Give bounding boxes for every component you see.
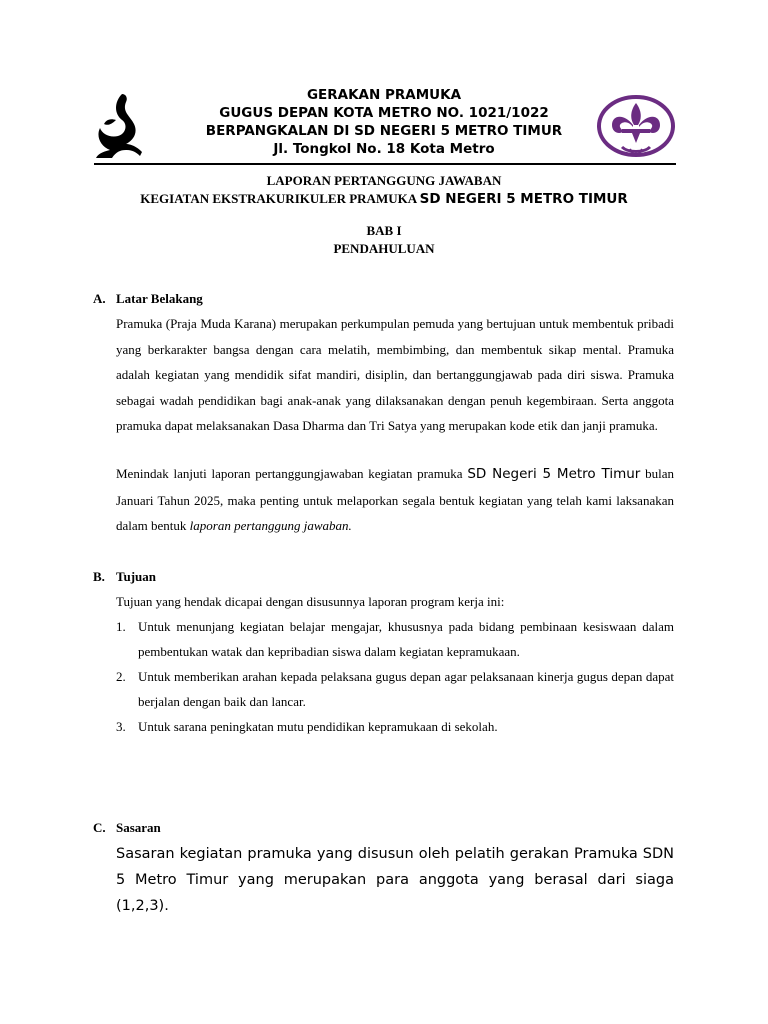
section-b-intro: Tujuan yang hendak dicapai dengan disusunnya laporan program kerja ini:: [116, 594, 505, 609]
section-b-heading: [93, 568, 156, 586]
list-item-number: 1.: [116, 619, 126, 634]
objectives-list: [116, 614, 674, 739]
list-item: [116, 714, 674, 739]
section-a-school-name: SD Negeri 5 Metro Timur: [467, 466, 641, 482]
section-c-heading: [93, 819, 161, 837]
section-a-paragraph-2-italic: laporan pertanggung jawaban.: [189, 518, 352, 533]
report-title-school: SD NEGERI 5 METRO TIMUR: [419, 191, 628, 207]
chapter-name: PENDAHULUAN: [333, 241, 435, 256]
list-item-text: Untuk menunjang kegiatan belajar mengajar, khususnya pada bidang pembinaan kesiswaan dalam pembentukan watak dan kepribadian siswa dalam kegiatan kepramukaan.: [138, 619, 674, 659]
section-a-paragraph-2-start: Menindak lanjuti laporan pertanggungjawaban kegiatan pramuka: [116, 466, 463, 481]
section-b-letter: B.: [93, 569, 105, 584]
section-a-title: Latar Belakang: [116, 291, 203, 306]
section-a-paragraph-2: [116, 461, 674, 539]
list-item: [116, 664, 674, 714]
letterhead-organization: GERAKAN PRAMUKA: [306, 87, 462, 103]
list-item-number: 2.: [116, 669, 126, 684]
chapter-heading: [70, 222, 698, 258]
section-c-title: Sasaran: [116, 820, 161, 835]
section-a-paragraph-1: Pramuka (Praja Muda Karana) merupakan perkumpulan pemuda yang bertujuan untuk membentuk pribadi yang berkarakter bangsa dengan cara melatih, membimbing, dan membentuk sikap mental. Pramuka adalah kegiatan yang mendidik sifat mandiri, disiplin, dan bertanggungjawab pada diri siswa. Pramuka sebagai wadah pendidikan bagi anak-anak yang dilaksanakan dengan penuh kegembiraan. Serta anggota pramuka dapat melaksanakan Dasa Dharma dan Tri Satya yang merupakan kode etik dan janji pramuka.: [116, 316, 674, 433]
chapter-number: BAB I: [366, 223, 402, 238]
world-scout-logo: [596, 93, 676, 163]
list-item-number: 3.: [116, 719, 126, 734]
section-a-letter: A.: [93, 291, 106, 306]
section-c-paragraph: Sasaran kegiatan pramuka yang disusun oleh pelatih gerakan Pramuka SDN 5 Metro Timur yang merupakan para anggota yang berasal dari siaga (1,2,3).: [116, 846, 674, 914]
letterhead-address: Jl. Tongkol No. 18 Kota Metro: [273, 141, 495, 157]
tunas-kelapa-logo: [92, 90, 144, 160]
letterhead-divider: [94, 163, 676, 165]
report-title-activity: KEGIATAN EKSTRAKURIKULER PRAMUKA: [140, 191, 417, 206]
letterhead-base: BERPANGKALAN DI SD NEGERI 5 METRO TIMUR: [205, 123, 563, 139]
letterhead: [140, 86, 628, 158]
report-title-line2: [70, 190, 698, 208]
section-c-letter: C.: [93, 820, 106, 835]
report-title: [70, 172, 698, 208]
list-item-text: Untuk memberikan arahan kepada pelaksana gugus depan agar pelaksanaan kinerja gugus depan dapat berjalan dengan baik dan lancar.: [138, 669, 674, 709]
list-item: [116, 614, 674, 664]
section-a-paragraph-2-mid: bulan Januari Tahun 2025, maka penting untuk melaporkan segala bentuk kegiatan yang telah kami laksanakan dalam bentuk: [116, 466, 675, 533]
section-a-heading: [93, 290, 203, 308]
report-title-line1: LAPORAN PERTANGGUNG JAWABAN: [266, 173, 502, 188]
letterhead-unit: GUGUS DEPAN KOTA METRO NO. 1021/1022: [219, 105, 549, 121]
section-b-title: Tujuan: [116, 569, 156, 584]
list-item-text: Untuk sarana peningkatan mutu pendidikan kepramukaan di sekolah.: [138, 719, 498, 734]
